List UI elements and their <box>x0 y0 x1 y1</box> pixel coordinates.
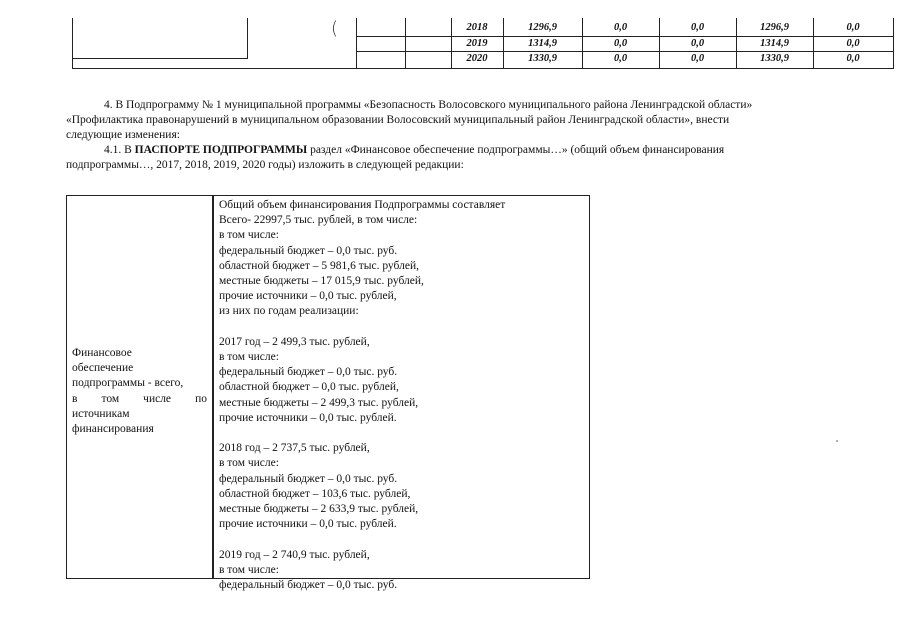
total-cell: 1330,9 <box>528 53 557 64</box>
financing-content-line: в том числе: <box>219 457 279 470</box>
financing-content-line: прочие источники – 0,0 тыс. рублей, <box>219 290 397 303</box>
label-line: обеспечение <box>72 362 134 375</box>
paragraph-4-line: следующие изменения: <box>66 129 180 141</box>
year-cell: 2018 <box>466 22 488 33</box>
passport-financing-table <box>66 195 590 592</box>
financing-content-line: местные бюджеты – 2 499,3 тыс. рублей, <box>219 396 419 409</box>
label-word: числе <box>143 392 172 405</box>
total-cell: 1296,9 <box>528 22 557 33</box>
label-word: по <box>195 392 207 405</box>
financing-content-line: в том числе: <box>219 229 279 242</box>
value-cell: 0,0 <box>846 38 860 49</box>
financing-content-line: Общий объем финансирования Подпрограммы составляет <box>219 199 506 211</box>
paren-mark: ( <box>331 18 339 39</box>
financing-content-line: прочие источники – 0,0 тыс. рублей. <box>219 518 397 531</box>
label-word: в <box>72 392 78 405</box>
financing-content-line: из них по годам реализации: <box>219 305 359 318</box>
table-column-divider <box>212 196 214 578</box>
table-divider <box>356 18 357 68</box>
financing-content-line: областной бюджет – 5 981,6 тыс. рублей, <box>219 259 419 272</box>
value-cell: 0,0 <box>846 53 860 64</box>
year-cell: 2019 <box>466 38 488 49</box>
financing-content-line <box>219 532 584 547</box>
financing-content-cell <box>219 198 584 593</box>
value-cell: 0,0 <box>690 22 705 33</box>
value-cell: 0,0 <box>613 53 628 64</box>
financing-content-line: местные бюджеты – 2 633,9 тыс. рублей, <box>219 503 419 516</box>
paragraph-4-1-rest: раздел «Финансовое обеспечение подпрограммы…» (общий объем финансирования <box>307 144 725 156</box>
value-cell: 0,0 <box>690 53 705 64</box>
financing-content-line: областной бюджет – 0,0 тыс. рублей, <box>219 381 399 394</box>
label-line: Финансовое <box>72 347 132 359</box>
total-cell: 1314,9 <box>528 38 557 49</box>
financing-content-line: 2017 год – 2 499,3 тыс. рублей, <box>219 335 370 348</box>
financing-content-line: областной бюджет – 103,6 тыс. рублей, <box>219 487 411 500</box>
prev-funding-table <box>72 18 894 69</box>
value-cell: 0,0 <box>690 38 705 49</box>
value-cell: 1296,9 <box>760 22 789 33</box>
financing-content-line: федеральный бюджет – 0,0 тыс. руб. <box>219 244 398 257</box>
financing-content-line <box>219 426 584 441</box>
scan-speck <box>836 440 838 442</box>
financing-content-line: местные бюджеты – 17 015,9 тыс. рублей, <box>219 275 424 288</box>
financing-content-line: прочие источники – 0,0 тыс. рублей. <box>219 411 397 424</box>
paragraph-4-1-line: подпрограммы…, 2017, 2018, 2019, 2020 годы) изложить в следующей редакции: <box>66 159 464 171</box>
financing-content-line: 2019 год – 2 740,9 тыс. рублей, <box>219 548 370 561</box>
financing-content-line: 2018 год – 2 737,5 тыс. рублей, <box>219 442 370 455</box>
value-cell: 1314,9 <box>760 38 789 49</box>
passport-heading: ПАСПОРТЕ ПОДПРОГРАММЫ <box>134 144 308 156</box>
label-line: финансирования <box>72 423 154 436</box>
paragraph-4-1-line <box>104 143 724 158</box>
financing-content-line: федеральный бюджет – 0,0 тыс. руб. <box>219 366 398 379</box>
financing-label-cell <box>72 346 207 437</box>
prev-table-empty-cell <box>73 18 248 59</box>
paragraph-4-1-prefix: 4.1. В <box>104 144 135 156</box>
financing-content-line: в том числе: <box>219 351 279 364</box>
value-cell: 1330,9 <box>760 53 789 64</box>
table-divider <box>405 18 406 68</box>
label-word: том <box>101 392 120 405</box>
label-line-justified <box>72 392 207 407</box>
label-line: источникам <box>72 407 130 420</box>
financing-content-line: федеральный бюджет – 0,0 тыс. руб. <box>219 472 398 485</box>
value-cell: 0,0 <box>613 38 628 49</box>
financing-content-line: Всего- 22997,5 тыс. рублей, в том числе: <box>219 214 418 227</box>
financing-content-line: федеральный бюджет – 0,0 тыс. руб. <box>219 579 398 592</box>
financing-content-line <box>219 320 584 335</box>
paragraph-4-line: 4. В Подпрограмму № 1 муниципальной программы «Безопасность Волосовского муниципального района Ленинградской области» <box>104 99 753 111</box>
value-cell: 0,0 <box>846 22 860 33</box>
year-cell: 2020 <box>466 53 488 64</box>
financing-content-line: в том числе: <box>219 563 279 576</box>
paragraph-4-line: «Профилактика правонарушений в муниципальном образовании Волосовский муниципальный район Ленинградской области», внести <box>66 114 730 126</box>
label-line: подпрограммы - всего, <box>72 377 184 390</box>
value-cell: 0,0 <box>613 22 628 33</box>
